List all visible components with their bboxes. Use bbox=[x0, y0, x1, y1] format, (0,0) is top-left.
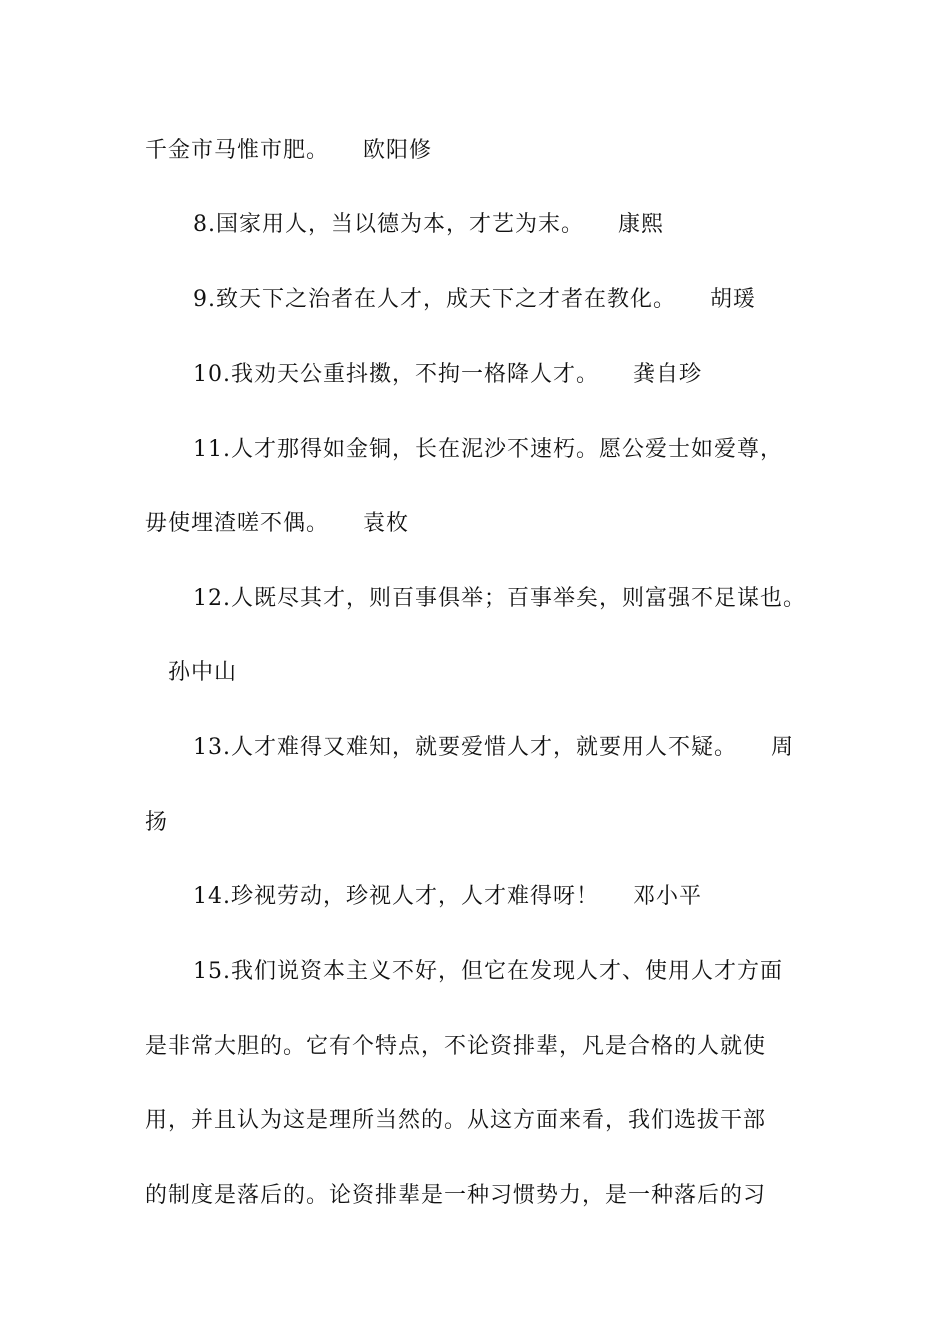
quote-author: 龚自珍 bbox=[633, 362, 703, 387]
quote-author: 康熙 bbox=[618, 212, 665, 237]
quote-text: 8.国家用人，当以德为本，才艺为末。 bbox=[193, 212, 584, 237]
quote-text: 11.人才那得如金铜，长在泥沙不速朽。愿公爱士如爱尊， bbox=[193, 437, 783, 462]
quote-text: 10.我劝天公重抖擞，不拘一格降人才。 bbox=[193, 362, 599, 387]
quote-text: 千金市马惟市肥。 bbox=[145, 138, 330, 163]
quote-author: 袁枚 bbox=[363, 511, 410, 536]
quote-text: 毋使埋渣嗟不偶。 bbox=[145, 511, 330, 536]
text-line bbox=[193, 733, 794, 763]
quote-text: 9.致天下之治者在人才，成天下之才者在教化。 bbox=[193, 287, 676, 312]
text-line bbox=[193, 584, 806, 614]
text-line bbox=[193, 285, 756, 315]
text-line bbox=[193, 210, 664, 240]
text-line bbox=[193, 882, 702, 912]
text-line bbox=[145, 136, 432, 166]
quote-author: 扬 bbox=[145, 810, 169, 835]
quote-text: 12.人既尽其才，则百事俱举；百事举矣，则富强不足谋也。 bbox=[193, 586, 806, 611]
quote-text: 的制度是落后的。论资排辈是一种习惯势力，是一种落后的习 bbox=[145, 1183, 767, 1208]
text-line bbox=[145, 1181, 766, 1211]
quote-text: 14.珍视劳动，珍视人才，人才难得呀！ bbox=[193, 884, 599, 909]
quote-author: 欧阳修 bbox=[363, 138, 433, 163]
quote-text: 15.我们说资本主义不好，但它在发现人才、使用人才方面 bbox=[193, 959, 783, 984]
quote-author: 胡瑗 bbox=[710, 287, 757, 312]
text-line bbox=[193, 435, 783, 465]
text-line bbox=[193, 957, 783, 987]
quote-text: 是非常大胆的。它有个特点，不论资排辈，凡是合格的人就使 bbox=[145, 1034, 767, 1059]
quote-author: 邓小平 bbox=[633, 884, 703, 909]
text-line bbox=[168, 658, 237, 688]
text-line bbox=[145, 1106, 766, 1136]
text-line bbox=[193, 360, 702, 390]
text-line bbox=[145, 808, 168, 838]
quote-text: 用，并且认为这是理所当然的。从这方面来看，我们选拔干部 bbox=[145, 1108, 767, 1133]
quote-author: 周 bbox=[771, 735, 795, 760]
quote-author: 孙中山 bbox=[168, 660, 238, 685]
text-line bbox=[145, 1032, 766, 1062]
text-line bbox=[145, 509, 409, 539]
quote-text: 13.人才难得又难知，就要爱惜人才，就要用人不疑。 bbox=[193, 735, 737, 760]
